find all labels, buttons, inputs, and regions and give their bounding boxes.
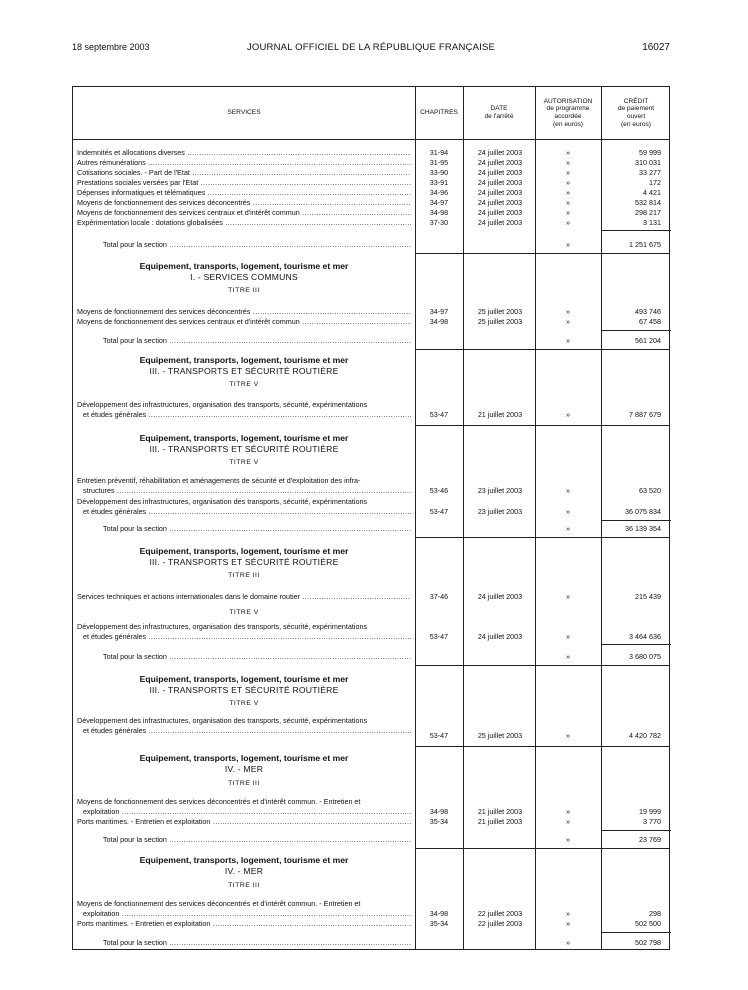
table-row: exploitation ..... 34-98 22 juillet 2003 » 298 xyxy=(73,909,669,919)
table-row: Dépenses informatiques et télématiques ..... 34-96 24 juillet 2003 » 4 421 xyxy=(73,188,669,198)
titre-label: TITRE III xyxy=(228,882,260,889)
table-row: Moyens de fonctionnement des services déconcentrés et d'intérêt commun. - Entretien et xyxy=(77,899,361,908)
total-row: Total pour la section ..... » 502 798 xyxy=(73,938,669,948)
titre-label: TITRE V xyxy=(229,459,259,466)
section-title: I. - SERVICES COMMUNS xyxy=(190,272,298,282)
total-row: Total pour la section ..... » 36 139 354 xyxy=(73,524,669,534)
table-row: Prestations sociales versées par l'Etat ..... 33-91 24 juillet 2003 » 172 xyxy=(73,178,669,188)
table-row: Indemnités et allocations diverses ..... 31-94 24 juillet 2003 » 59 999 xyxy=(73,148,669,158)
section-divider xyxy=(415,665,669,666)
table-row: Moyens de fonctionnement des services déconcentrés et d'intérêt commun. - Entretien et xyxy=(77,797,361,806)
table-row: Ports maritimes. - Entretien et exploitation ..... 35-34 22 juillet 2003 » 502 500 xyxy=(73,919,669,929)
section-heading xyxy=(73,261,415,283)
table-row: et études générales ..... 53-47 21 juillet 2003 » 7 887 679 xyxy=(73,410,669,420)
header-divider xyxy=(73,139,669,140)
table-row: Services techniques et actions internationales dans le domaine routier ..... 37-46 24 juillet 2003 » 215 439 xyxy=(73,592,669,602)
section-divider xyxy=(415,848,669,849)
section-heading: Equipement, transports, logement, tourisme et mer III. - TRANSPORTS ET SÉCURITÉ ROUTIÈRE xyxy=(139,546,349,567)
section-heading: Equipement, transports, logement, tourisme et mer IV. - MER xyxy=(139,753,349,774)
table-row: Autres rémunérations ..... 31-95 24 juillet 2003 » 310 031 xyxy=(73,158,669,168)
subtotal-rule xyxy=(601,230,671,231)
table-row: et études générales ..... xyxy=(73,726,669,736)
table-row: Développement des infrastructures, organisation des transports, sécurité, expérimentations xyxy=(77,622,368,631)
section-heading: Equipement, transports, logement, tourisme et mer III. - TRANSPORTS ET SÉCURITÉ ROUTIÈRE xyxy=(139,355,349,376)
subtotal-rule xyxy=(601,830,671,831)
section-divider xyxy=(415,253,669,254)
col-chapitres: CHAPITRES xyxy=(420,109,458,117)
table-row: Développement des infrastructures, organisation des transports, sécurité, expérimentations xyxy=(77,400,368,409)
section-heading: Equipement, transports, logement, tourisme et mer III. - TRANSPORTS ET SÉCURITÉ ROUTIÈRE xyxy=(139,433,349,454)
col-services: SERVICES xyxy=(227,109,261,117)
section-divider xyxy=(415,349,669,350)
titre-label: TITRE V xyxy=(229,609,259,616)
total-row: Total pour la section ..... » 23 769 xyxy=(73,835,669,845)
subtotal-rule xyxy=(601,520,671,521)
table-row: Moyens de fonctionnement des services centraux et d'intérêt commun ..... 34-98 24 juillet 2003 » 298 217 xyxy=(73,208,669,218)
table-row: structures ..... 53-46 23 juillet 2003 » 63 520 xyxy=(73,486,669,496)
table-row: 53-47 25 juillet 2003 » 4 420 782 xyxy=(429,731,661,740)
journal-title: JOURNAL OFFICIEL DE LA RÉPUBLIQUE FRANÇAISE xyxy=(246,42,496,53)
header-date: 18 septembre 2003 xyxy=(72,42,150,52)
table-row: Expérimentation locale : dotations globalisées ..... 37-30 24 juillet 2003 » 3 131 xyxy=(73,218,669,228)
table-row: Cotisations sociales. - Part de l'Etat ..... 33-90 24 juillet 2003 » 33 277 xyxy=(73,168,669,178)
section-divider xyxy=(415,425,669,426)
total-row: Total pour la section ..... » 561 204 xyxy=(73,336,669,346)
table-row: exploitation ..... 34-98 21 juillet 2003 » 19 999 xyxy=(73,807,669,817)
titre-label: TITRE V xyxy=(229,381,259,388)
page-header xyxy=(72,42,670,56)
table-row: Développement des infrastructures, organisation des transports, sécurité, expérimentations xyxy=(77,716,368,725)
table-row: Moyens de fonctionnement des services déconcentrés ..... 34-97 24 juillet 2003 » 532 814 xyxy=(73,198,669,208)
total-row: Total pour la section ..... » 1 251 675 xyxy=(73,240,669,250)
section-heading: Equipement, transports, logement, tourisme et mer IV. - MER xyxy=(139,855,349,876)
col-autorisation: AUTORISATION de programme accordée (en euros) xyxy=(543,97,593,128)
table-row: et études générales ..... 53-47 24 juillet 2003 » 3 464 636 xyxy=(73,632,669,642)
col-date: DATE de l'arrêté xyxy=(484,105,514,120)
credits-table xyxy=(72,86,670,950)
subtotal-rule xyxy=(601,330,671,331)
ministry-title: Equipement, transports, logement, tourisme et mer xyxy=(139,261,349,271)
titre-label: TITRE III xyxy=(228,287,260,294)
subtotal-rule xyxy=(601,644,671,645)
titre-label: TITRE III xyxy=(228,572,260,579)
table-row: Moyens de fonctionnement des services centraux et d'intérêt commun ..... 34-98 25 juillet 2003 » 67 458 xyxy=(73,317,669,327)
col-credit: CRÉDIT de paiement ouvert (en euros) xyxy=(617,97,655,128)
table-row: Développement des infrastructures, organisation des transports, sécurité, expérimentations xyxy=(77,497,368,506)
table-row: Moyens de fonctionnement des services déconcentrés ..... 34-97 25 juillet 2003 » 493 746 xyxy=(73,307,669,317)
section-heading: Equipement, transports, logement, tourisme et mer III. - TRANSPORTS ET SÉCURITÉ ROUTIÈRE xyxy=(139,674,349,695)
page-number: 16027 xyxy=(642,42,670,53)
subtotal-rule xyxy=(601,932,671,933)
titre-label: TITRE V xyxy=(229,700,259,707)
table-row: et études générales ..... 53-47 23 juillet 2003 » 36 075 834 xyxy=(73,507,669,517)
table-row: Ports maritimes. - Entretien et exploitation ..... 35-34 21 juillet 2003 » 3 770 xyxy=(73,817,669,827)
section-divider xyxy=(415,746,669,747)
table-row: Entretien préventif, réhabilitation et aménagements de sécurité et d'exploitation des infra- xyxy=(77,476,361,485)
titre-label: TITRE III xyxy=(228,780,260,787)
total-row: Total pour la section ..... » 3 680 075 xyxy=(73,652,669,662)
section-divider xyxy=(415,537,669,538)
